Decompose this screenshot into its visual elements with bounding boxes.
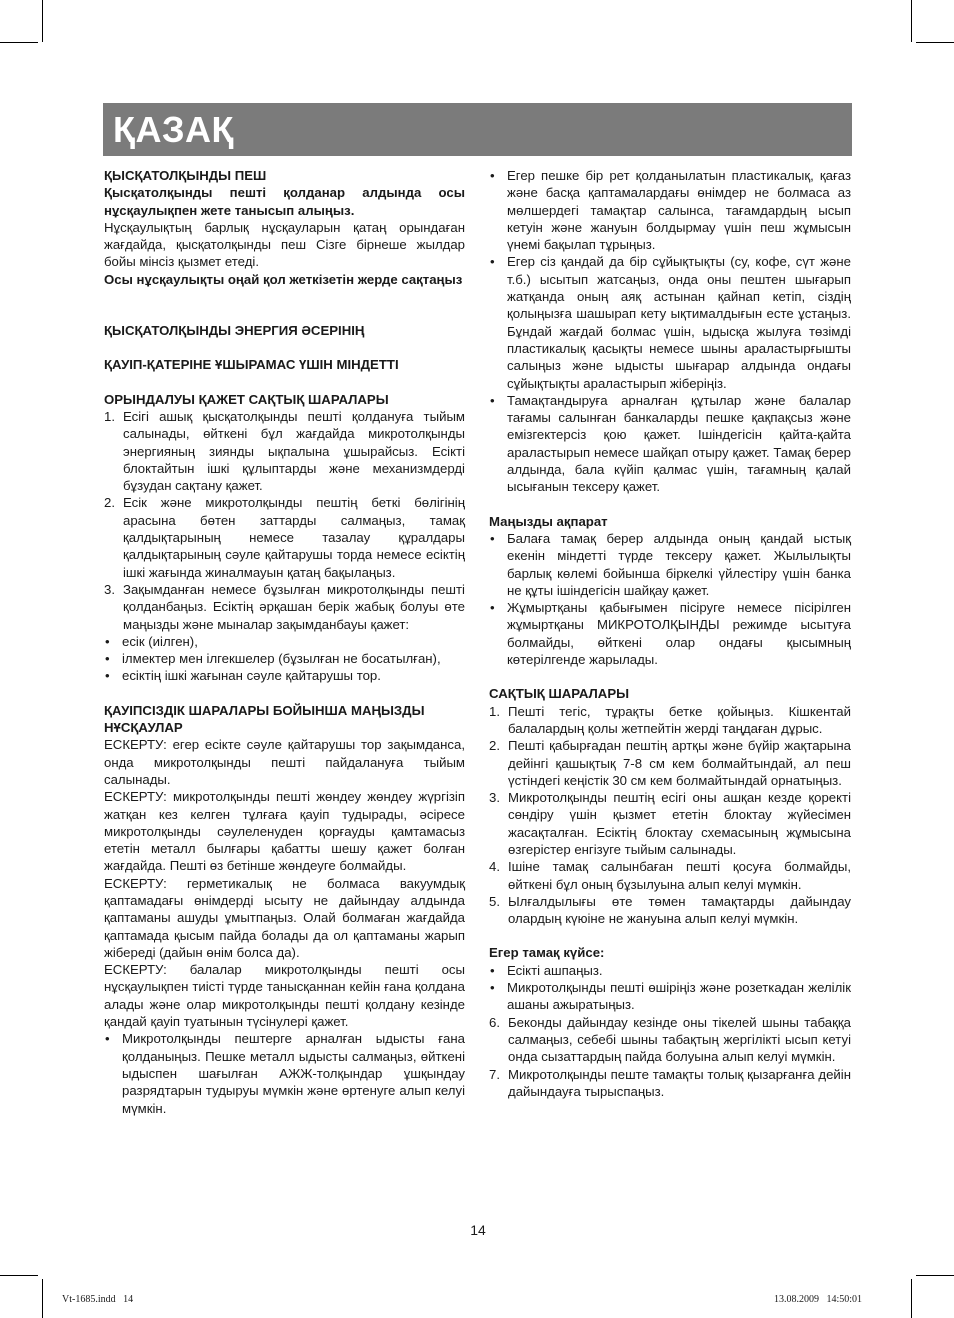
section-heading: ҚАУІП-ҚАТЕРІНЕ ҰШЫРАМАС ҮШІН МІНДЕТТІ	[104, 357, 399, 373]
crop-mark	[42, 0, 43, 42]
right-column	[489, 167, 851, 1100]
intro-bold: Қысқатолқынды пешті қолданар алдында осы нұсқаулықпен жете танысып алыңыз.	[104, 185, 465, 218]
list-item: 2. Есік және микротолқынды пештің беткі бөлігінің арасына бөтен заттарды салмаңыз, тамақ қалдықтарының немесе тазалау құралдары қалдықтарының сәуле қайтарушы торда немесе есіктің ішкі жағында жиналмауын қатаң бақылаңыз.	[104, 495, 465, 580]
crop-mark	[916, 1275, 954, 1276]
language-header-bar	[103, 103, 852, 156]
section-heading: ҚАУІПСІЗДІК ШАРАЛАРЫ БОЙЫНША МАҢЫЗДЫ НҰСҚАУЛАР	[104, 702, 425, 736]
list-item: 6. Беконды дайындау кезінде оны тікелей шыны табаққа салмаңыз, себебі шыны табақтың жергілікті ысып кетуі онда сызаттардың пайда болуына алып келуі мүмкін.	[489, 1014, 851, 1065]
footer-datetime: 13.08.2009 14:50:01	[774, 1294, 863, 1305]
list-item: • Жұмыртқаны қабығымен пісіруге немесе пісірілген жұмыртқаны МИКРОТОЛҚЫНДЫ режимде ысытуға болмайды, өйткені олар ондағы қысымның көтерілгенде жарылады.	[490, 600, 851, 668]
list-item: 1. Есігі ашық қысқатолқынды пешті қолдануға тыйым салынады, өйткені бұл жағдайда микротолқынды энергияның зиянды ықпалына ұшырайсыз. Есікті блоктайтын ішкі құлыптарды және механизмдерді бұзудан сақтану қажет.	[104, 408, 465, 494]
warning-paragraph: ЕСКЕРТУ: микротолқынды пешті жөндеу жөндеу жүргізіп жатқан кез келген тұлғаға қауіп тудырады, әсіресе микротолқынды сәулеленуден қорғауды қамтамасыз ететін металл былғары қабатты шешу қажет болған жағдайда. Пешті өз бетінше жөндеуге болмайды.	[104, 789, 465, 874]
section-heading: САҚТЫҚ ШАРАЛАРЫ	[489, 686, 630, 702]
list-item: • Есікті ашпаңыз.	[490, 962, 603, 978]
list-item: 4. Ішіне тамақ салынбаған пешті қосуға болмайды, өйткені бұл оның бұзылуына алып келуі мүмкін.	[489, 859, 851, 892]
left-column	[104, 167, 465, 1117]
list-item: 2. Пешті қабырғадан пештің артқы және бүйір жақтарына дейінгі қашықтық 7-8 см кем болмайтындай, ал пеш үстіндегі кеңістік 30 см кем болмайтындай орнатыңыз.	[489, 738, 851, 788]
list-item: 7. Микротолқынды пеште тамақты толық қызарғанға дейін дайындауға тырыспаңыз.	[489, 1066, 851, 1099]
footer-filename: Vt-1685.indd 14	[62, 1294, 134, 1305]
list-item: 3. Зақымданған немесе бұзылған микротолқынды пешті қолданбаңыз. Есіктің әрқашан берік жабық болуы өте маңызды және мыналар зақымданбауы қажет:	[104, 581, 465, 632]
crop-mark	[0, 42, 38, 43]
section-heading: Маңызды ақпарат	[489, 513, 608, 529]
list-item: • Егер сіз қандай да бір сұйықтықты (су, кофе, сүт және т.б.) ысытып жатсаңыз, онда оны пештен шығарып жатқанда оның аяқ астынан қайнап кетіп, сіздің қолыңызға шашырап кету ықтималдығын есте ұстаңыз. Бұндай жағдай болмас үшін, ыдысқа жылуға төзімді пластикалық қасықты немесе шыны араластырғышты салыңыз және ыдысты шығарар алдында ондағы сұйықтықты араластырып жіберіңіз.	[490, 254, 851, 391]
list-item: • есік (иілген),	[105, 633, 198, 649]
list-item: • есіктің ішкі жағынан сәуле қайтарушы тор.	[105, 668, 381, 684]
list-item: • Тамақтандыруға арналған құтылар және балалар тағамы салынған банкаларды пешке қақпақсыз және емізгектерсіз қою қажет. Ішіндегісін қайта-қайта араластырып немесе шайқап отыру қажет. Тамақ берер алдында, бала күйіп қалмас үшін, тағамның қалай ысығанын тексеру қажет.	[490, 392, 851, 495]
warning-paragraph: ЕСКЕРТУ: балалар микротолқынды пешті осы нұсқаулықпен тиісті түрде танысқаннан кейін ғана қолдана алады және олар микротолқынды пешті қолдану кезінде қандай қауіп туатынын түсінулері қажет.	[104, 962, 465, 1030]
section-heading: ҚЫСҚАТОЛҚЫНДЫ ПЕШ	[104, 168, 267, 183]
list-item: 3. Микротолқынды пештің есігі оны ашқан кезде қоректі сөндіру үшін қызмет ететін блоктау жүйесімен жасақталған. Есіктің блоктау схемасының жұмысына өзгерістер енгізуге тыйым салынады.	[489, 790, 851, 857]
crop-mark	[916, 42, 954, 43]
section-heading: ОРЫНДАЛУЫ ҚАЖЕТ САҚТЫҚ ШАРАЛАРЫ	[104, 391, 389, 407]
page-number: 14	[470, 1222, 486, 1238]
list-item: • ілмектер мен ілгекшелер (бұзылған не босатылған),	[105, 651, 441, 667]
crop-mark	[42, 1279, 43, 1318]
list-item: 1. Пешті тегіс, тұрақты бетке қойыңыз. Кішкентай балалардың қолы жетпейтін жерді таңдаған дұрыс.	[489, 703, 851, 736]
crop-mark	[911, 1279, 912, 1318]
intro-text: Нұсқаулықтың барлық нұсқауларын қатаң орындаған жағдайда, қысқатолқынды пеш Сізге бірнеше жылдар бойы мінсіз қызмет етеді.	[104, 219, 465, 270]
list-item: • Микротолқынды пештерге арналған ыдысты ғана қолданыңыз. Пешке металл ыдысты салмаңыз, өйткені ыдыспен шағылған АЖЖ-толқындар ұшқындау разрядтарын тудыруы мүмкін және өртенуге алып келуі мүмкін.	[105, 1031, 465, 1116]
warning-paragraph: ЕСКЕРТУ: егер есікте сәуле қайтарушы тор зақымданса, онда микротолқынды пешті пайдалануға тыйым салынады.	[104, 737, 465, 787]
list-item: • Микротолқынды пешті өшіріңіз және розеткадан желілік ашаны ажыратыңыз.	[490, 980, 851, 1013]
list-item: • Балаға тамақ берер алдында оның қандай ыстық екенін міндетті түрде тексеру қажет. Жылылықты барлық көлемі бойынша біркелкі үйлестіру үшін банка не құты ішіндегісін шайқау қажет.	[490, 530, 851, 598]
intro-bold-2: Осы нұсқаулықты оңай қол жеткізетін жерде сақтаңыз	[104, 271, 463, 287]
crop-mark	[911, 0, 912, 42]
list-item: 5. Ылғалдылығы өте төмен тамақтарды дайындау олардың күюіне не жануына алып келуі мүмкін.	[489, 893, 851, 927]
language-title: ҚАЗАҚ	[113, 109, 234, 150]
section-heading: Егер тамақ күйсе:	[489, 945, 605, 961]
list-item: • Егер пешке бір рет қолданылатын пластикалық, қағаз және басқа қаптамалардағы өнімдер не болмаса аз мөлшердегі тамақтар салынса, тағамдардың ысып кетуін және жануын болдырмау үшін пеш жұмысын үнемі бақылап тұрыңыз.	[490, 168, 851, 253]
section-heading: ҚЫСҚАТОЛҚЫНДЫ ЭНЕРГИЯ ӘСЕРІНІҢ	[104, 323, 365, 339]
crop-mark	[0, 1275, 38, 1276]
warning-paragraph: ЕСКЕРТУ: герметикалық не болмаса вакуумдық қаптамадағы өнімдерді ысыту не дайындау алдында қаптаманы ашуды ұмытпаңыз. Олай болмаған жағдайда қаптамада қысым пайда болады да ол қаптаманы жарып жібереді (дайын өнім болса да).	[104, 875, 465, 960]
